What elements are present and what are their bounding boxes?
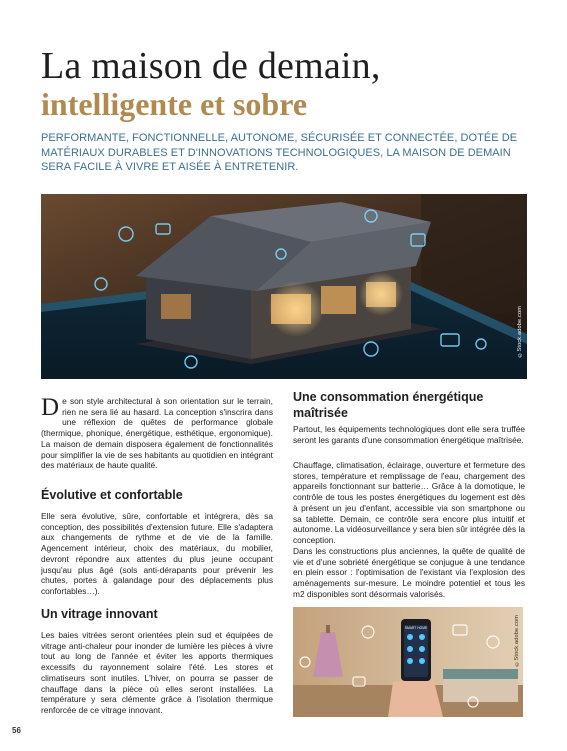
dropcap: D: [41, 394, 60, 421]
section-text-consommation-3: Dans les constructions plus anciennes, la quête de qualité de vie et d'une sobriété énergétique se conjugue à une tendance en plein essor : l'optimisation de l'existant via l'explosion des aménagements sur-mesure. Le moindre potentiel et tous les m2 disponibles sont désormais valorisés.: [293, 546, 525, 599]
article-lead: PERFORMANTE, FONCTIONNELLE, AUTONOME, SÉCURISÉE ET CONNECTÉE, DOTÉE DE MATÉRIAUX DURABLES ET D'INNOVATIONS TECHNOLOGIQUES, LA MAISON DE DEMAIN SERA FACILE À VIVRE ET AISÉE À ENTRETENIR.: [41, 132, 518, 174]
section-text-vitrage: Les baies vitrées seront orientées plein sud et équipées de vitrage anti-chaleur pour inonder de lumière les pièces à vivre tout au long de l'année et éviter les apports thermiques excessifs du rayonnement solaire l'été. Les stores et climatiseurs sont inutiles. L'hiver, on pourra se passer de chauffage dans la pièce où elles seront installées. La température y sera clémente grâce à l'isolation thermique renforcée de ce vitrage innovant.: [41, 630, 273, 715]
thumb-credit: ©Stock.adobe.com: [514, 615, 520, 667]
article-title-line2: intelligente et sobre: [41, 86, 308, 122]
section-text-evolutive: Elle sera évolutive, sûre, confortable et intégrera, dès sa conception, des possibilités d'extension future. Elle s'adaptera aux changements de rythme et de vie de la famille. Agencement intérieur, choix des matériaux, du mobilier, devront répondre aux attentes du plus jeune occupant jusqu'au plus âgé (sols anti-dérapants pour prévenir les chutes, portes à galandage pour des déplacements plus confortables…).: [41, 511, 273, 596]
intro-paragraph: [41, 396, 273, 471]
phone-label: SMART HOME: [404, 626, 428, 630]
section-heading-consommation-line2: maîtrisée: [293, 406, 348, 420]
section-heading-consommation: [293, 389, 525, 421]
section-heading-consommation-line1: Une consommation énergétique: [293, 390, 484, 404]
hero-image: [41, 194, 527, 379]
smart-home-image: [293, 607, 523, 717]
section-heading-evolutive: Évolutive et confortable: [41, 488, 183, 502]
page-number: 56: [12, 726, 21, 735]
section-text-consommation-1: Partout, les équipements technologiques dont elle sera truffée seront les garants d'une consommation énergétique maîtrisée.: [293, 424, 525, 445]
article-title-line1: La maison de demain,: [41, 45, 381, 87]
hero-credit: ©Stock.adobe.com: [517, 306, 523, 358]
section-text-consommation-2: Chauffage, climatisation, éclairage, ouverture et fermeture des stores, température et remplissage de l'eau, chargement des appareils fonctionnant sur batterie… Grâce à la domotique, le contrôle de tous les postes énergétiques du logement est dès à présent un jeu d'enfant, accessible via son smartphone ou sa tablette. Demain, ce contrôle sera encore plus intuitif et autonome. La vidéosurveillance y sera bien sûr intégrée dès la conception.: [293, 460, 525, 545]
intro-text: e son style architectural à son orientation sur le terrain, rien ne sera lié au hasard. La conception s'inscrira dans une réflexion de quêtes de performance globale (thermique, phonique, énergétique, esthétique, ergonomique). La maison de demain disposera également de fonctionnalités pour simplifier la vie de ses habitants au quotidien en intégrant des matériaux de haute qualité.: [41, 396, 273, 471]
section-heading-vitrage: Un vitrage innovant: [41, 607, 158, 621]
